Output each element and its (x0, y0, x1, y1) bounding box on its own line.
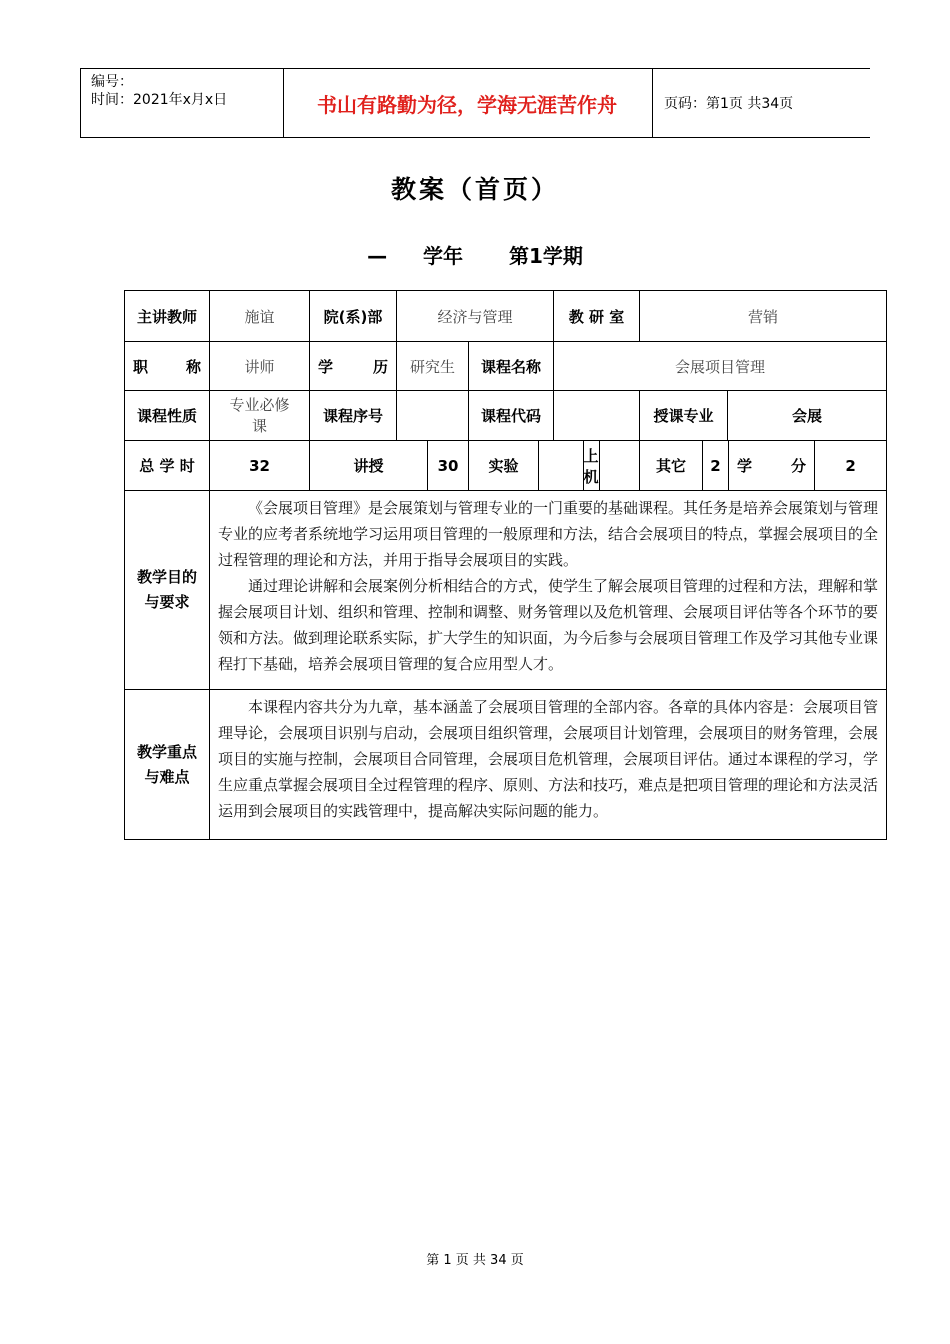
nature-value: 专业必修课 (210, 391, 310, 441)
teacher-label: 主讲教师 (125, 291, 210, 342)
focus-label: 教学重点 与难点 (125, 690, 210, 840)
office-label: 教 研 室 (554, 291, 640, 342)
other-value: 2 (703, 441, 729, 490)
credit-label: 学 分 (729, 441, 815, 490)
focus-paragraph: 本课程内容共分为九章，基本涵盖了会展项目管理的全部内容。各章的具体内容是：会展项目管理导论，会展项目识别与启动，会展项目组织管理，会展项目计划管理，会展项目的财务管理，会展项目的实施与控制，会展项目合同管理，会展项目危机管理，会展项目评估。通过本课程的学习，学生应重点掌握会展项目全过程管理的程序、原则、方法和技巧，难点是把项目管理的理论和方法灵活运用到会展项目的实践管理中，提高解决实际问题的能力。 (218, 698, 879, 820)
dept-value: 经济与管理 (397, 291, 554, 342)
lab-value (539, 441, 583, 490)
major-label: 授课专业 (640, 391, 728, 441)
code-value (554, 391, 640, 441)
term-line (0, 240, 950, 269)
education-label: 学 历 (310, 342, 397, 391)
goals-content (210, 491, 887, 690)
lab-label: 实验 (469, 441, 539, 490)
hours-label: 总 学 时 (125, 441, 210, 491)
seq-label: 课程序号 (310, 391, 397, 441)
term-dash: — (367, 244, 388, 268)
teacher-value: 施谊 (210, 291, 310, 342)
table-row (125, 291, 887, 342)
seq-value (397, 391, 469, 441)
office-value: 营销 (640, 291, 887, 342)
other-label: 其它 (640, 441, 703, 490)
nature-label: 课程性质 (125, 391, 210, 441)
table-row (125, 391, 887, 441)
table-row (125, 690, 887, 840)
focus-content (210, 690, 887, 840)
goals-label: 教学目的 与要求 (125, 491, 210, 690)
table-row (125, 342, 887, 391)
lecture-label: 讲授 (310, 441, 428, 490)
lecture-value: 30 (437, 456, 459, 475)
header-motto: 书山有路勤为径，学海无涯苦作舟 (282, 69, 653, 137)
page-footer: 第 1 页 共 34 页 (426, 1253, 524, 1268)
goals-paragraph-1: 《会展项目管理》是会展策划与管理专业的一门重要的基础课程。其任务是培养会展策划与管理专业的应考者系统地学习运用项目管理的一般原理和方法，结合会展项目的特点，掌握会展项目的全过程管理的理论和方法，并用于指导会展项目的实践。 (218, 499, 879, 569)
education-value: 研究生 (397, 342, 469, 391)
code-label: 课程代码 (469, 391, 554, 441)
title-value: 讲师 (210, 342, 310, 391)
hours-value: 32 (210, 441, 310, 491)
term-semester: 第1学期 (508, 244, 583, 268)
course-name-value: 会展项目管理 (554, 342, 887, 391)
computer-label: 上机 (584, 441, 600, 490)
page-title: 教案（首页） (390, 175, 559, 204)
table-row (125, 491, 887, 690)
course-name-label: 课程名称 (469, 342, 554, 391)
table-row (125, 441, 887, 491)
credit-value: 2 (845, 456, 856, 475)
term-year: 学年 (423, 244, 464, 268)
header-meta (80, 69, 284, 137)
document-header (80, 68, 870, 138)
computer-value (600, 441, 639, 490)
course-info-table (124, 290, 887, 840)
header-page-number: 页码：第1页 共34页 (664, 96, 794, 112)
document-number: 编号： (91, 74, 133, 90)
dept-label: 院(系)部 (310, 291, 397, 342)
goals-paragraph-2: 通过理论讲解和会展案例分析相结合的方式，使学生了解会展项目管理的过程和方法，理解和掌握会展项目计划、组织和管理、控制和调整、财务管理以及危机管理、会展项目评估等各个环节的要领和方法。做到理论联系实际，扩大学生的知识面，为今后参与会展项目管理工作及学习其他专业课程打下基础，培养会展项目管理的复合应用型人才。 (218, 577, 879, 673)
major-value: 会展 (728, 391, 887, 441)
document-date: 时间：2021年x月x日 (91, 92, 228, 108)
title-label: 职 称 (125, 342, 210, 391)
